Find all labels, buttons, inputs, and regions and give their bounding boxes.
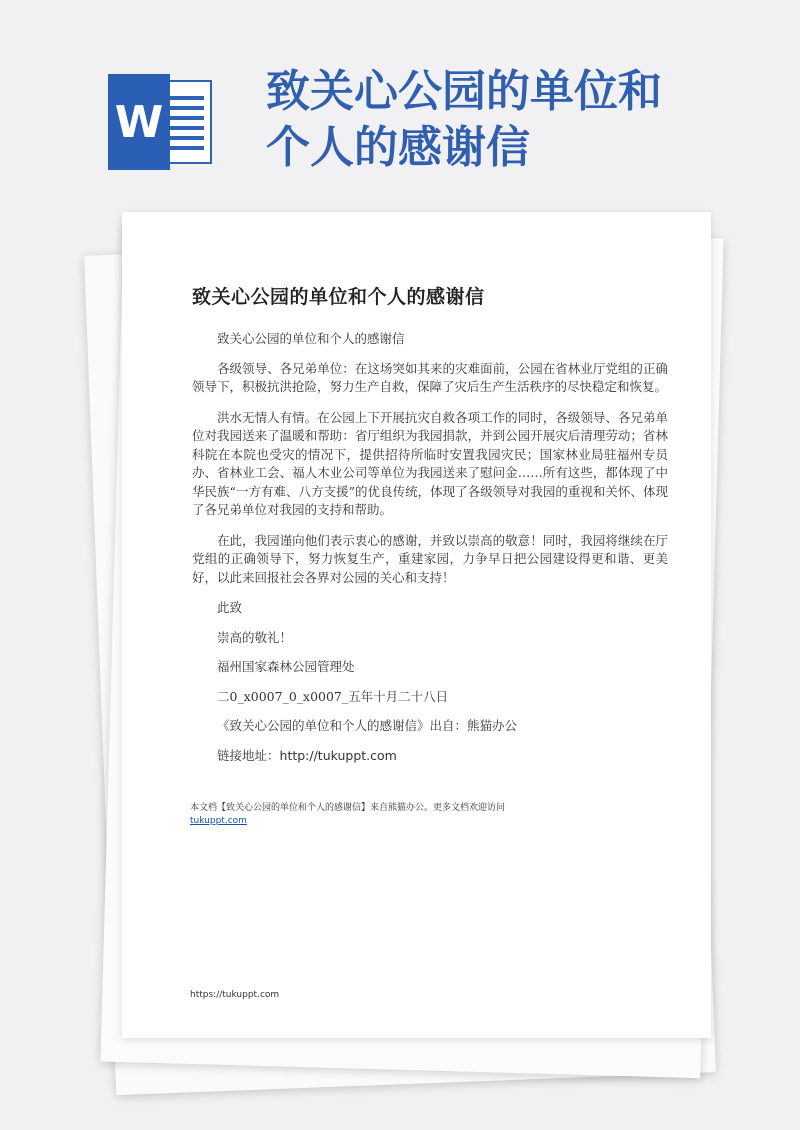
paragraph: 在此，我园谨向他们表示衷心的感谢，并致以崇高的敬意！同时，我园将继续在厅党组的正确领导下，努力恢复生产，重建家园，力争早日把公园建设得更和谐、更美好，以此来回报社会各界对公园的关心和支持！ — [192, 532, 668, 585]
bottom-url[interactable]: https://tukuppt.com — [190, 990, 280, 1000]
document-title: 致关心公园的单位和个人的感谢信 — [192, 286, 485, 308]
footer-note — [190, 802, 670, 828]
logo-line — [164, 126, 204, 130]
link-url[interactable]: http://tukuppt.com — [279, 747, 397, 763]
footer-note-link[interactable]: tukuppt.com — [190, 816, 247, 826]
document-page — [122, 212, 711, 1038]
logo-line — [164, 96, 204, 100]
logo-letter: W — [108, 74, 170, 170]
page-title: 致关心公园的单位和个人的感谢信 — [266, 66, 662, 173]
logo-line — [164, 106, 204, 110]
paragraph-heading: 致关心公园的单位和个人的感谢信 — [217, 331, 405, 346]
logo-line — [164, 146, 204, 150]
footer-note-text: 本文档【致关心公园的单位和个人的感谢信】来自熊猫办公。更多文档欢迎访问 — [190, 803, 506, 813]
link-label: 链接地址： — [217, 747, 280, 763]
document-body — [192, 330, 668, 776]
logo-line — [164, 136, 204, 140]
source-line: 《致关心公园的单位和个人的感谢信》出自：熊猫办公 — [217, 718, 518, 733]
paragraph: 各级领导、各兄弟单位：在这场突如其来的灾难面前，公园在省林业厅党组的正确领导下，积极抗洪抢险，努力生产自救，保障了灾后生产生活秩序的尽快稳定和恢复。 — [192, 360, 668, 394]
closing-line: 此致 — [217, 600, 243, 615]
logo-line — [164, 116, 204, 120]
signature: 福州国家森林公园管理处 — [217, 659, 355, 674]
date: 二0_x0007_0_x0007_五年十月二十八日 — [217, 688, 449, 704]
paragraph: 洪水无情人有情。在公园上下开展抗灾自救各项工作的同时，各级领导、各兄弟单位对我园送来了温暖和帮助：省厅组织为我园捐款，并到公园开展灾后清理劳动；省林科院在本院也受灾的情况下，提供招待所临时安置我园灾民；国家林业局驻福州专员办、省林业工会、福人木业公司等单位为我园送来了慰问金……所有这些，都体现了中华民族“一方有难、八方支援”的优良传统，体现了各级领导对我园的重视和关怀、体现了各兄弟单位对我园的支持和帮助。 — [192, 409, 668, 517]
link-line — [192, 747, 668, 766]
closing-salute: 崇高的敬礼！ — [217, 629, 293, 645]
word-document-icon — [108, 74, 216, 170]
